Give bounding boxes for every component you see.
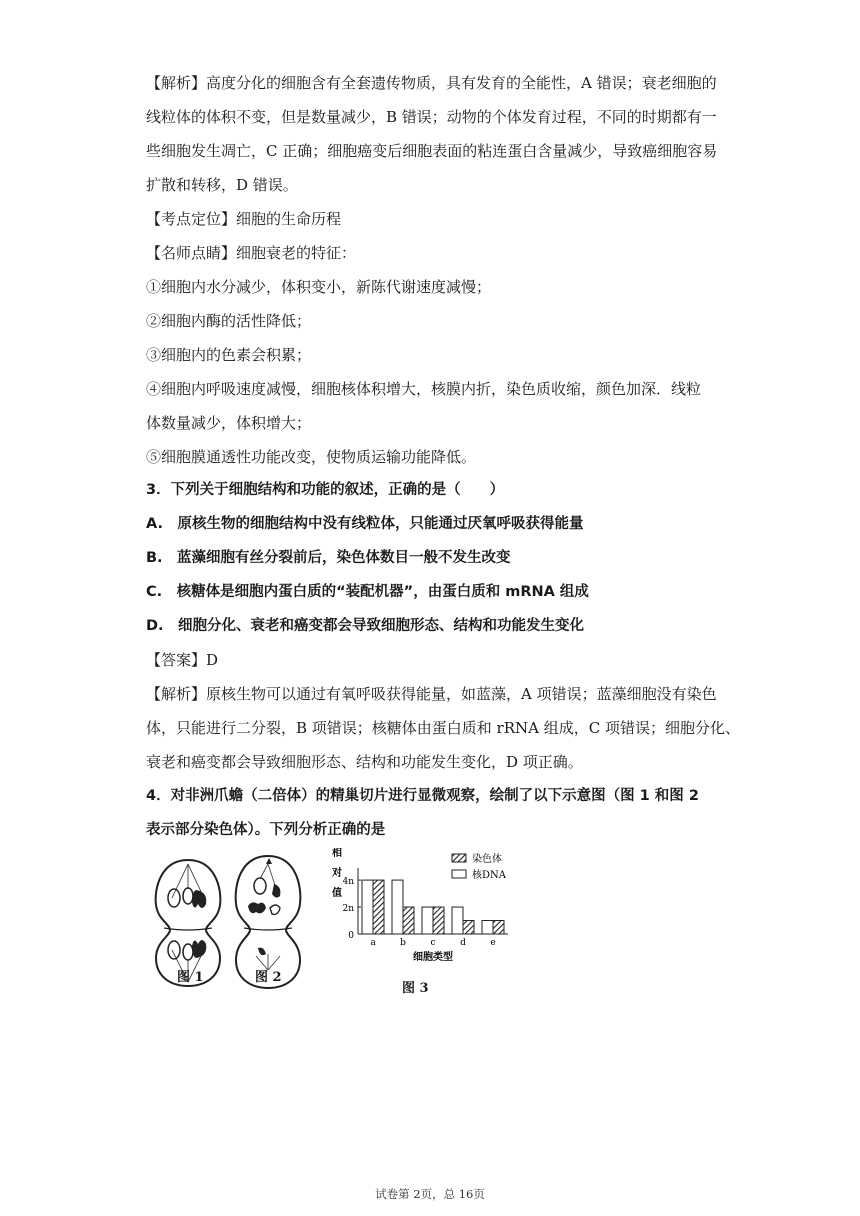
bar-chromosome [373, 880, 384, 934]
question-3-stem: 3．下列关于细胞结构和功能的叙述，正确的是（ ） [146, 482, 505, 498]
text-line: ①细胞内水分减少，体积变小，新陈代谢速度减慢； [146, 278, 492, 296]
option-a: A. 原核生物的细胞结构中没有线粒体，只能通过厌氧呼吸获得能量 [146, 516, 584, 532]
text-line: 些细胞发生凋亡，C 正确；细胞癌变后细胞表面的粘连蛋白含量减少，导致癌细胞容易 [146, 142, 718, 160]
y-axis-label: 对 [332, 868, 342, 879]
y-tick-label: 0 [348, 931, 354, 941]
legend-label-chromosome: 染色体 [472, 854, 502, 865]
legend-swatch-chromosome [452, 854, 466, 862]
x-axis-label: 细胞类型 [413, 952, 453, 963]
text-line: 体，只能进行二分裂，B 项错误；核糖体由蛋白质和 rRNA 组成，C 项错误；细胞分化、 [146, 719, 740, 737]
text-line: 【名师点睛】细胞衰老的特征： [146, 244, 357, 262]
text-line: ②细胞内酶的活性降低； [146, 312, 312, 330]
text-line: ③细胞内的色素会积累； [146, 346, 312, 364]
page-footer: 试卷第 2页，总 16页 [375, 1187, 485, 1201]
x-tick-label: d [460, 938, 466, 948]
bar-chromosome [403, 907, 414, 934]
figure-2-caption: 图 2 [255, 970, 282, 985]
text-line: 【考点定位】细胞的生命历程 [146, 210, 342, 228]
x-tick-label: b [400, 938, 406, 948]
answer-line: 【答案】D [146, 651, 219, 669]
text-line: ④细胞内呼吸速度减慢，细胞核体积增大，核膜内折，染色质收缩，颜色加深．线粒 [146, 380, 702, 398]
bar-nuclear-dna [362, 880, 373, 934]
bar-nuclear-dna [392, 880, 403, 934]
option-d: D. 细胞分化、衰老和癌变都会导致细胞形态、结构和功能发生变化 [146, 618, 585, 634]
text-line: ⑤细胞膜通透性功能改变，使物质运输功能降低。 [146, 448, 477, 466]
text-line: 线粒体的体积不变，但是数量减少，B 错误；动物的个体发育过程，不同的时期都有一 [146, 108, 717, 126]
text-line: 衰老和癌变都会导致细胞形态、结构和功能发生变化，D 项正确。 [146, 753, 583, 771]
legend-label-dna: 核DNA [472, 870, 506, 881]
bar-chromosome [493, 921, 504, 934]
figure-1-caption: 图 1 [177, 970, 204, 985]
x-tick-label: e [490, 938, 496, 948]
y-axis-label: 相 [332, 848, 342, 859]
text-line: 扩散和转移，D 错误。 [146, 176, 298, 194]
text-line: 体数量减少，体积增大； [146, 414, 312, 432]
cell-figures [150, 850, 310, 1000]
bar-nuclear-dna [482, 921, 493, 934]
y-axis-label: 值 [332, 888, 342, 899]
text-line: 【解析】原核生物可以通过有氧呼吸获得能量，如蓝藻，A 项错误；蓝藻细胞没有染色 [146, 685, 717, 703]
question-4-stem-cont: 表示部分染色体）。下列分析正确的是 [146, 822, 386, 838]
y-tick-label: 2n [342, 904, 354, 915]
figure-3-chart [324, 848, 544, 978]
x-tick-label: c [430, 938, 436, 948]
bar-chromosome [433, 907, 444, 934]
bar-nuclear-dna [422, 907, 433, 934]
x-tick-label: a [370, 938, 376, 948]
figure-3-caption: 图 3 [402, 981, 429, 996]
option-b: B. 蓝藻细胞有丝分裂前后，染色体数目一般不发生改变 [146, 550, 511, 566]
legend-swatch-dna [452, 870, 466, 878]
y-tick-label: 4n [342, 877, 354, 888]
bar-chromosome [463, 921, 474, 934]
text-line: 【解析】高度分化的细胞含有全套遗传物质，具有发育的全能性，A 错误；衰老细胞的 [146, 74, 717, 92]
question-4-stem: 4．对非洲爪蟾（二倍体）的精巢切片进行显微观察，绘制了以下示意图（图 1 和图 2 [146, 788, 699, 804]
option-c: C. 核糖体是细胞内蛋白质的“装配机器”，由蛋白质和 mRNA 组成 [146, 584, 589, 600]
bar-nuclear-dna [452, 907, 463, 934]
